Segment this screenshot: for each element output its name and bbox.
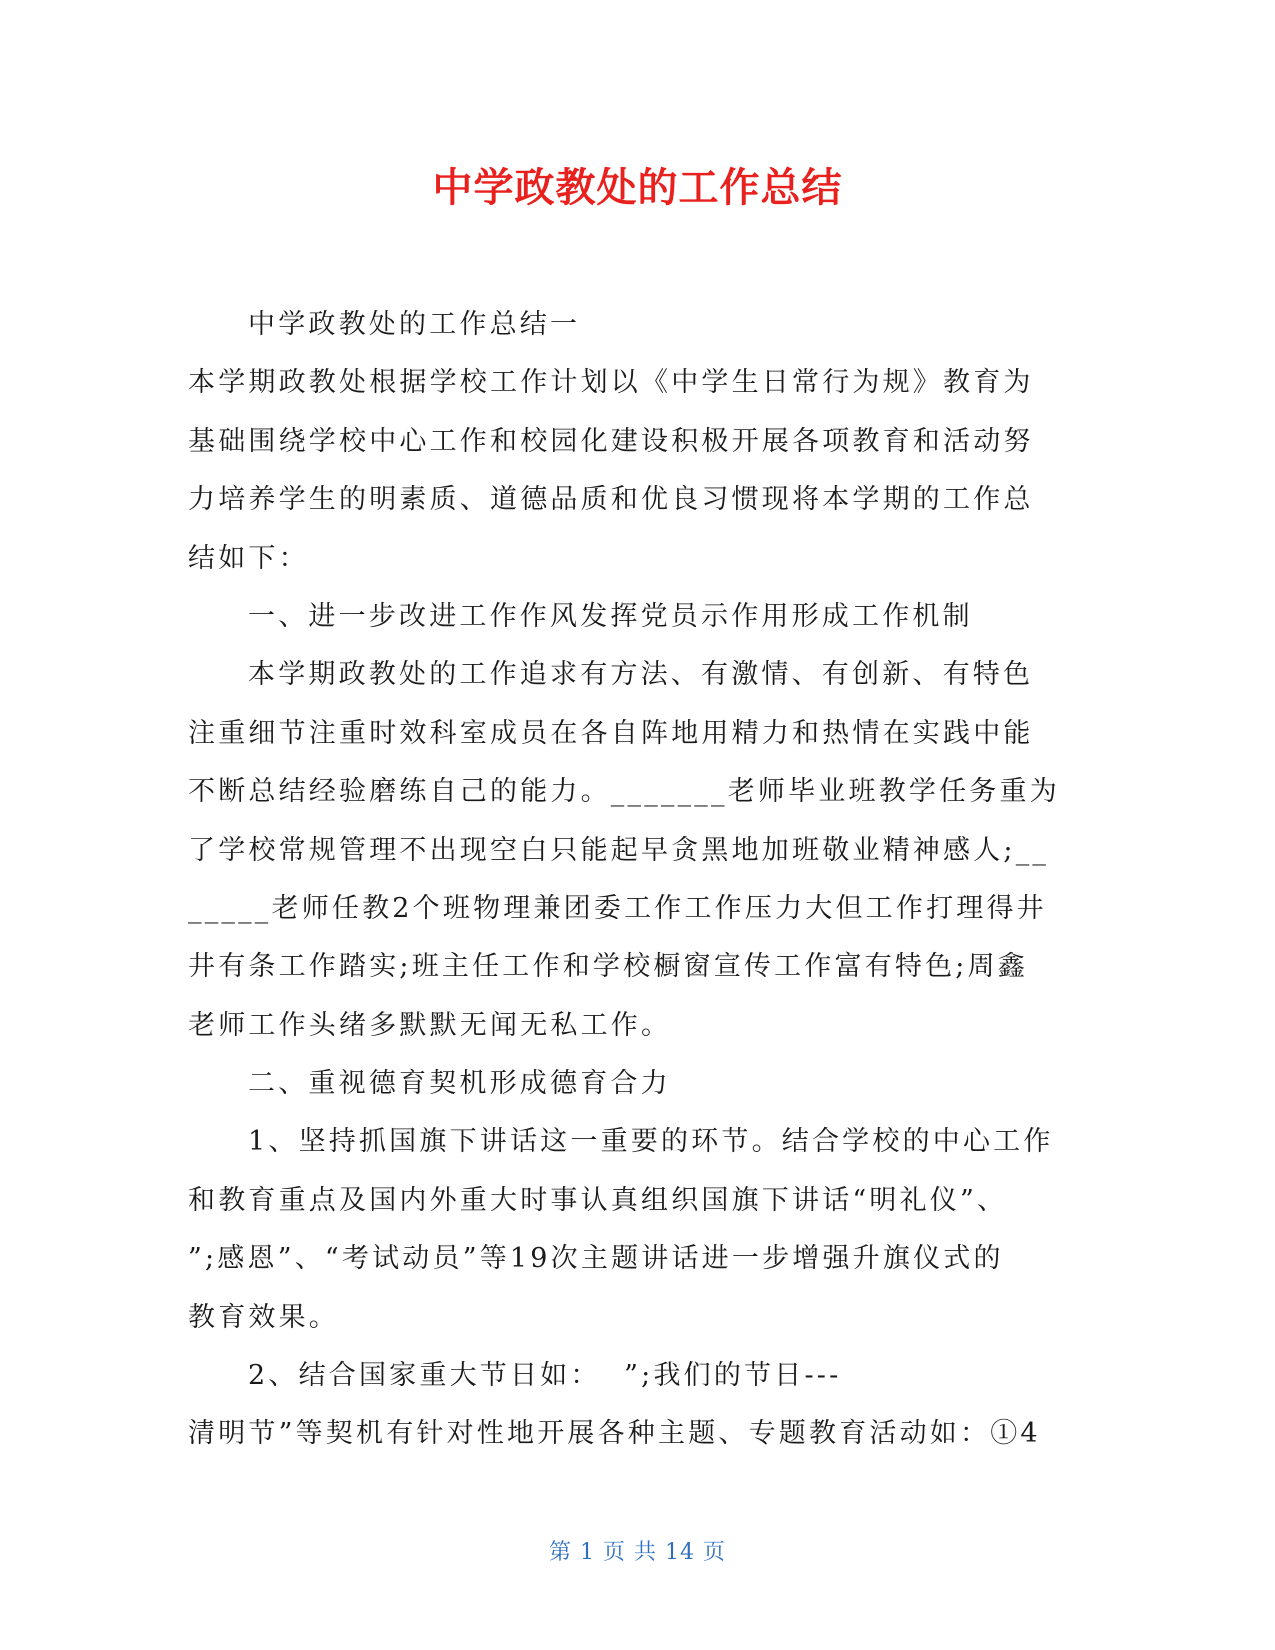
body-line: 井有条工作踏实;班主任工作和学校橱窗宣传工作富有特色;周鑫 bbox=[188, 951, 1028, 983]
body-line: 了学校常规管理不出现空白只能起早贪黑地加班敬业精神感人;__ bbox=[188, 834, 1050, 866]
body-line: 注重细节注重时效科室成员在各自阵地用精力和热情在实践中能 bbox=[188, 717, 1034, 749]
document-title: 中学政教处的工作总结 bbox=[432, 165, 843, 211]
body-line: 二、重视德育契机形成德育合力 bbox=[248, 1068, 671, 1100]
document-body bbox=[188, 296, 1088, 1464]
body-line: 本学期政教处根据学校工作计划以《中学生日常行为规》教育为 bbox=[188, 367, 1034, 399]
body-line: 1、坚持抓国旗下讲话这一重要的环节。结合学校的中心工作 bbox=[248, 1126, 1054, 1158]
body-line: 本学期政教处的工作追求有方法、有激情、有创新、有特色 bbox=[248, 659, 1034, 691]
body-line: _____老师任教2个班物理兼团委工作工作压力大但工作打理得井 bbox=[188, 892, 1047, 924]
body-line: 结如下： bbox=[188, 542, 309, 574]
body-line: 中学政教处的工作总结一 bbox=[248, 309, 581, 340]
body-line: 和教育重点及国内外重大时事认真组织国旗下讲话“明礼仪”、 bbox=[188, 1184, 1008, 1216]
body-line: 2、结合国家重大节日如： ”;我们的节日--- bbox=[248, 1360, 842, 1392]
body-line: 清明节”等契机有针对性地开展各种主题、专题教育活动如：①4 bbox=[188, 1418, 1041, 1450]
body-line: 教育效果。 bbox=[188, 1301, 339, 1333]
body-line: 不断总结经验磨练自己的能力。_______老师毕业班教学任务重为 bbox=[188, 776, 1060, 808]
body-line: 基础围绕学校中心工作和校园化建设积极开展各项教育和活动努 bbox=[188, 425, 1034, 457]
body-line: ”;感恩”、“考试动员”等19次主题讲话进一步增强升旗仪式的 bbox=[188, 1243, 1004, 1275]
body-line: 一、进一步改进工作作风发挥党员示作用形成工作机制 bbox=[248, 600, 973, 632]
body-line: 老师工作头绪多默默无闻无私工作。 bbox=[188, 1009, 672, 1041]
page-footer: 第 1 页 共 14 页 bbox=[549, 1540, 726, 1565]
body-line: 力培养学生的明素质、道德品质和优良习惯现将本学期的工作总 bbox=[188, 484, 1034, 516]
